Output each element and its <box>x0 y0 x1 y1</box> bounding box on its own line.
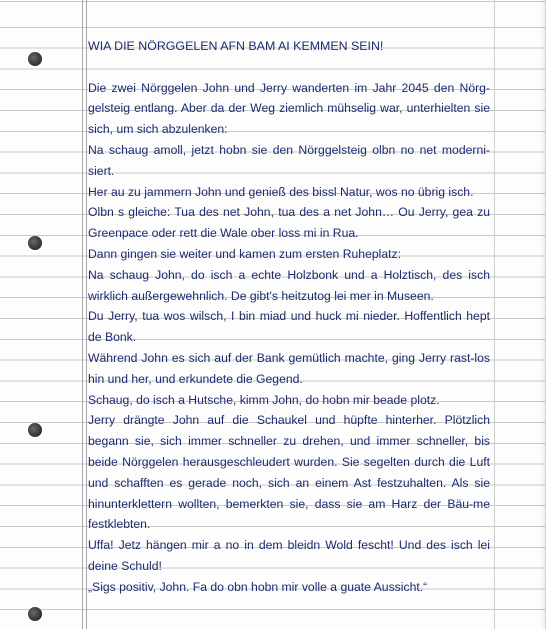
document-body <box>88 36 490 598</box>
right-margin-line <box>494 0 495 629</box>
paragraph: Na schaug John, do isch a echte Holzbonk und a Holztisch, des isch wirklich außergewehnlich. De gibt's heitzutog lei mer in Museen. <box>88 267 490 303</box>
page-edge <box>545 0 560 629</box>
document-title: WIA DIE NÖRGGELEN AFN BAM AI KEMMEN SEIN! <box>88 39 384 53</box>
paragraph: Während John es sich auf der Bank gemütlich machte, ging Jerry rast-los hin und her, und erkundete die Gegend. <box>88 350 490 386</box>
paragraph: Olbn s gleiche: Tua des net John, tua des a net John… Ou Jerry, gea zu Greenpace oder rett die Wale ober loss mi in Rua. <box>88 205 490 241</box>
punch-hole-icon <box>28 607 42 621</box>
paragraph: Schaug, do isch a Hutsche, kimm John, do hobn mir beade plotz. <box>88 392 440 407</box>
paragraph: Dann gingen sie weiter und kamen zum ersten Ruheplatz: <box>88 246 401 261</box>
paragraph: Uffa! Jetz hängen mir a no in dem bleidn Wold fescht! Und des isch lei deine Schuld! <box>88 538 490 573</box>
paragraph: Jerry drängte John auf die Schaukel und hüpfte hinterher. Plötzlich begann sie, sich immer schneller zu drehen, und immer schneller, bis beide Nörggelen herausgeschleudert wurden. Sie segelten durch die Luft und schafften es gerade noch, sich an einem Ast festzuhalten. Als sie hinunterklettern wollten, bemerkten sie, dass sie am Harz der Bäu-me festklebten. <box>88 413 490 532</box>
paragraph: „Sigs positiv, John. Fa do obn hobn mir volle a guate Aussicht.“ <box>88 579 428 594</box>
margin-line <box>82 0 83 629</box>
paragraph: Die zwei Nörggelen John und Jerry wanderten im Jahr 2045 den Nörg-gelsteig entlang. Aber da der Weg ziemlich mühselig war, unterhielten sie sich, um sich abzulenken: <box>88 80 490 137</box>
paragraph: Du Jerry, tua wos wilsch, I bin miad und huck mi nieder. Hoffentlich hept de Bonk. <box>88 309 490 345</box>
punch-hole-icon <box>28 236 42 250</box>
margin-line <box>86 0 87 629</box>
punch-hole-icon <box>28 423 42 437</box>
paragraph: Na schaug amoll, jetzt hobn sie den Nörggelsteig olbn no net moderni-siert. <box>88 142 490 178</box>
punch-hole-icon <box>28 52 42 66</box>
paragraph: Her au zu jammern John und genieß des bissl Natur, wos no übrig isch. <box>88 184 474 199</box>
